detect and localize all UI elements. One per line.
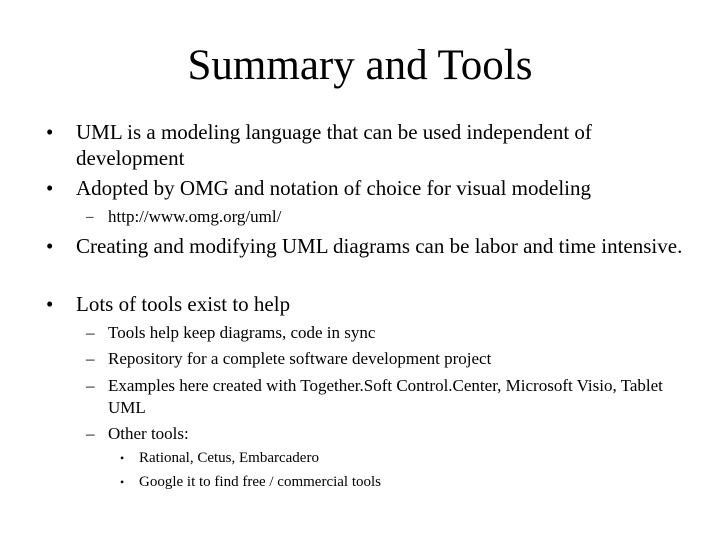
url-text: http://www.omg.org/uml/ [108,207,282,226]
dash-marker: – [86,323,95,342]
sub-bullet-item [86,348,668,370]
bullet-item [46,175,686,201]
bullet-marker: • [120,475,125,489]
bullet-item [46,119,686,171]
bullet-marker: • [46,176,54,200]
bullet-item [46,291,686,317]
bullet-marker: • [46,120,54,144]
sub-sub-bullet-text: Google it to find free / commercial tools [139,474,382,490]
sub-bullet-text: Tools help keep diagrams, code in sync [108,323,376,342]
sub-bullet-text: Other tools: [108,424,189,443]
bullet-item [46,233,686,259]
sub-bullet-item [86,322,668,344]
sub-sub-bullet-item [120,472,659,492]
sub-bullet-item [86,375,668,419]
dash-marker: – [86,349,95,368]
sub-sub-bullet-item [120,448,659,468]
sub-sub-bullet-text: Rational, Cetus, Embarcadero [139,450,319,466]
dash-marker: – [86,376,95,395]
dash-marker: – [86,424,95,443]
bullet-text: Adopted by OMG and notation of choice for visual modeling [76,176,591,200]
bullet-text: UML is a modeling language that can be used independent of development [76,120,592,170]
sub-bullet-item [86,423,668,445]
dash-marker: – [86,209,94,225]
bullet-text: Lots of tools exist to help [76,292,291,316]
bullet-marker: • [46,292,54,316]
slide-title: Summary and Tools [187,42,533,89]
bullet-marker: • [120,451,125,465]
sub-bullet-text: Examples here created with Together.Soft Control.Center, Microsoft Visio, Tablet UML [108,376,663,417]
sub-bullet-item [86,206,668,228]
sub-bullet-text: Repository for a complete software development project [108,349,492,368]
bullet-marker: • [46,234,54,258]
bullet-text: Creating and modifying UML diagrams can be labor and time intensive. [76,234,683,258]
